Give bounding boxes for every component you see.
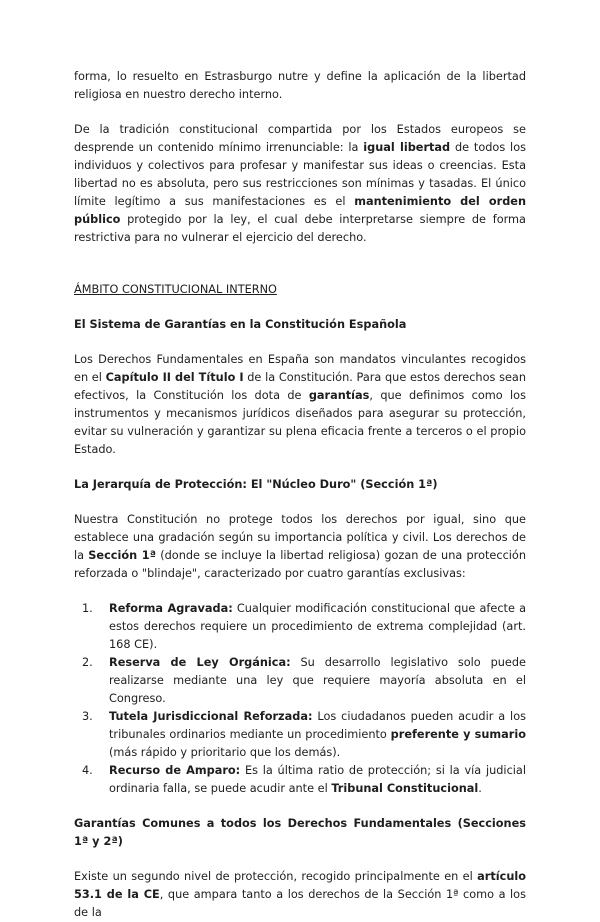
heading-sistema-garantias: El Sistema de Garantías en la Constitución Española [74, 318, 407, 331]
paragraph-continuation: forma, lo resuelto en Estrasburgo nutre y define la aplicación de la libertad religiosa en nuestro derecho interno. [74, 70, 526, 101]
bold-seccion-1: Sección 1ª [88, 549, 156, 562]
bold-garantias: garantías [308, 389, 370, 402]
document-page [74, 68, 526, 922]
bold-articulo-53: artículo 53.1 de la CE [74, 870, 526, 901]
garantias-list [74, 600, 526, 798]
paragraph-gradacion: Nuestra Constitución no protege todos los derechos por igual, sino que establece una gradación según su importancia política y civil. Los derechos de la Sección 1ª (donde se incluye la libertad religiosa) gozan de una protección reforzada o "blindaje", caracterizado por cuatro garantías exclusivas: [74, 513, 526, 580]
heading-garantias-comunes: Garantías Comunes a todos los Derechos Fundamentales (Secciones 1ª y 2ª) [74, 817, 526, 848]
list-item: 4. Recurso de Amparo: Es la última ratio de protección; si la vía judicial ordinaria falla, se puede acudir ante el Tribunal Constitucional. [82, 764, 526, 795]
list-item: 3. Tutela Jurisdiccional Reforzada: Los ciudadanos pueden acudir a los tribunales ordinarios mediante un procedimiento preferente y sumario (más rápido y prioritario que los demás). [82, 710, 526, 759]
list-item: 1. Reforma Agravada: Cualquier modificación constitucional que afecte a estos derechos requiere un procedimiento de extrema complejidad (art. 168 CE). [82, 602, 526, 651]
paragraph-segundo-nivel: Existe un segundo nivel de protección, recogido principalmente en el artículo 53.1 de la CE, que ampara tanto a los derechos de la Sección 1ª como a los de la [74, 870, 526, 919]
paragraph-tradicion-constitucional: De la tradición constitucional compartida por los Estados europeos se desprende un contenido mínimo irrenunciable: la igual libertad de todos los individuos y colectivos para profesar y manifestar sus ideas o creencias. Esta libertad no es absoluta, pero sus restricciones son mínimas y tasadas. El único límite legítimo a sus manifestaciones es el mantenimiento del orden público protegido por la ley, el cual debe interpretarse siempre de forma restrictiva para no vulnerar el ejercicio del derecho. [74, 123, 526, 244]
heading-jerarquia-proteccion: La Jerarquía de Protección: El "Núcleo Duro" (Sección 1ª) [74, 478, 438, 491]
paragraph-derechos-fundamentales: Los Derechos Fundamentales en España son mandatos vinculantes recogidos en el Capítulo II del Título I de la Constitución. Para que estos derechos sean efectivos, la Constitución los dota de garantías, que definimos como los instrumentos y mecanismos jurídicos diseñados para asegurar su protección, evitar su vulneración y garantizar su plena eficacia frente a terceros o el propio Estado. [74, 353, 526, 456]
bold-capitulo: Capítulo II del Título I [105, 371, 244, 384]
bold-orden-publico: mantenimiento del orden público [74, 195, 526, 226]
section-title: ÁMBITO CONSTITUCIONAL INTERNO [74, 283, 277, 296]
list-item: 2. Reserva de Ley Orgánica: Su desarrollo legislativo solo puede realizarse mediante una ley que requiere mayoría absoluta en el Congreso. [82, 656, 527, 705]
bold-igual-libertad: igual libertad [363, 141, 451, 154]
